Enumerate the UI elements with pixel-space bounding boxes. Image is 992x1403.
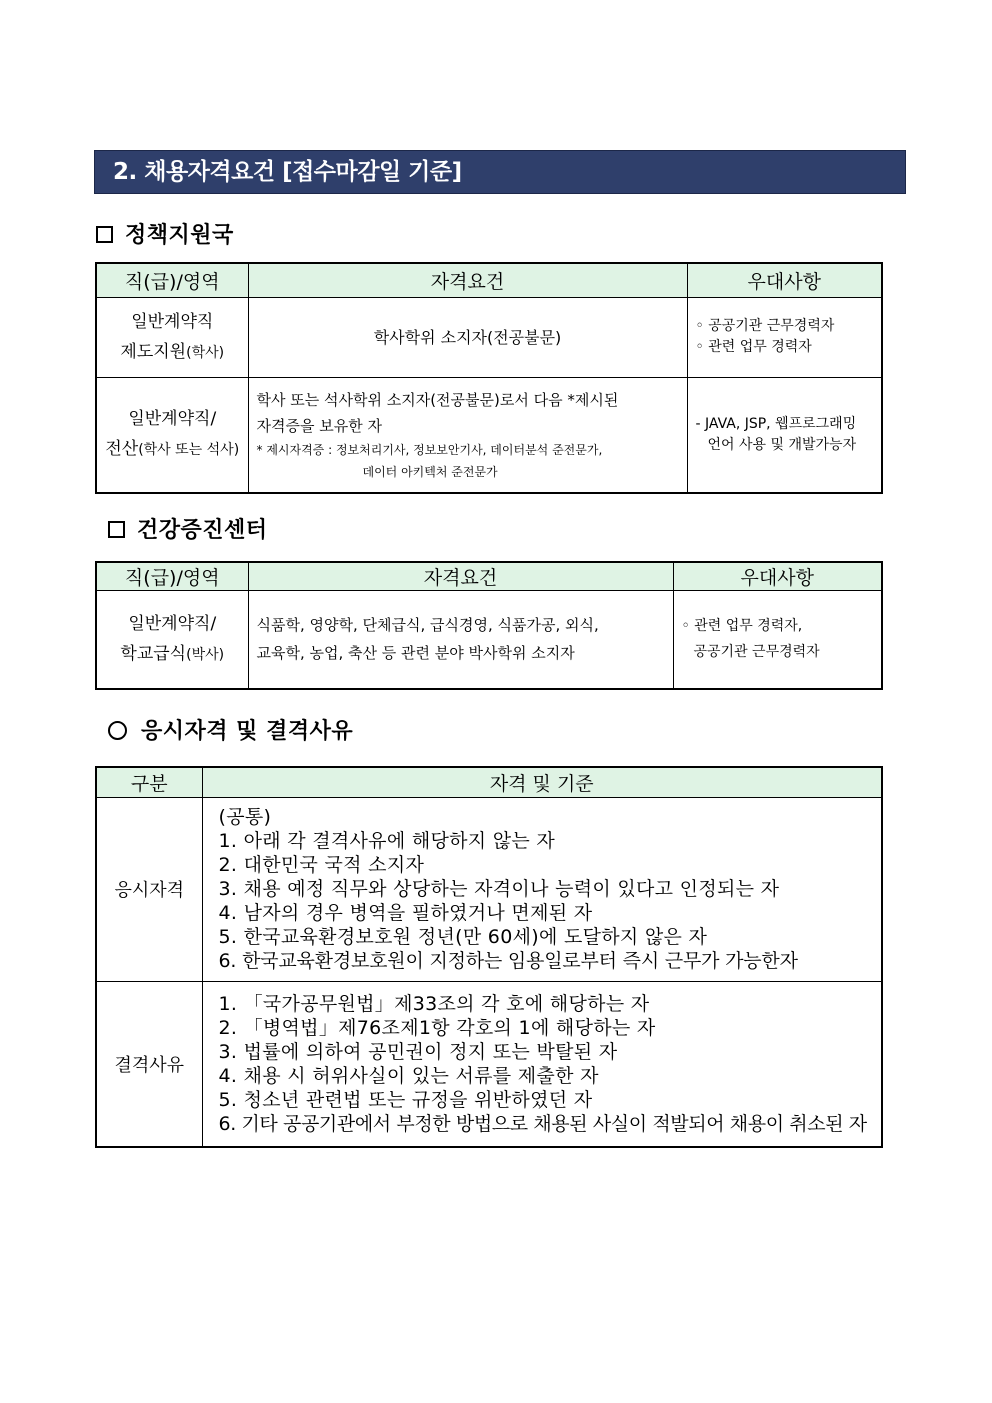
requirement-cell: 학사 또는 석사학위 소지자(전공불문)로서 다음 *제시된 자격증을 보유한 자 * 제시자격증 : 정보처리기사, 정보보안기사, 데이터분석 준전문가, 데이터 아키텍처 준전문가 [248, 377, 687, 493]
header-category: 구분 [96, 767, 202, 797]
eligibility-heading-text: 응시자격 및 결격사유 [141, 718, 354, 744]
health-heading [108, 513, 268, 544]
header-criteria: 자격 및 기준 [202, 767, 882, 797]
header-requirement: 자격요건 [248, 562, 673, 591]
table-header-row [96, 562, 882, 591]
position-cell: 일반계약직 제도지원(학사) [96, 297, 248, 377]
list-item: 4. 남자의 경우 병역을 필하였거나 면제된 자 [218, 902, 593, 924]
list-item: 5. 한국교육환경보호원 정년(만 60세)에 도달하지 않은 자 [218, 926, 708, 948]
criteria-cell [202, 797, 882, 981]
table-row [96, 591, 882, 689]
header-preference: 우대사항 [687, 263, 882, 297]
list-item: 5. 청소년 관련법 또는 규정을 위반하였던 자 [218, 1088, 593, 1111]
list-item: 1. 아래 각 결격사유에 해당하지 않는 자 [218, 830, 556, 852]
table-row [96, 297, 882, 377]
list-item: 6. 기타 공공기관에서 부정한 방법으로 채용된 사실이 적발되어 채용이 취소된 자 [218, 1112, 867, 1135]
health-heading-text: 건강증진센터 [137, 517, 268, 543]
section-title: 2. 채용자격요건 [접수마감일 기준] [94, 150, 906, 194]
health-table [95, 561, 883, 690]
list-item: 6. 한국교육환경보호원이 지정하는 임용일로부터 즉시 근무가 가능한자 [218, 950, 798, 972]
list-item: 3. 법률에 의하여 공민권이 정지 또는 박탈된 자 [218, 1040, 618, 1063]
preference-cell: ◦ 공공기관 근무경력자 ◦ 관련 업무 경력자 [687, 297, 882, 377]
table-row [96, 797, 882, 981]
list-item: 3. 채용 예정 직무와 상당하는 자격이나 능력이 있다고 인정되는 자 [218, 878, 780, 900]
header-preference: 우대사항 [673, 562, 882, 591]
square-bullet-icon [96, 226, 113, 243]
table-row [96, 377, 882, 493]
table-row [96, 981, 882, 1147]
table-header-row [96, 767, 882, 797]
category-cell: 결격사유 [96, 981, 202, 1147]
header-position: 직(급)/영역 [96, 562, 248, 591]
square-bullet-icon [108, 521, 125, 538]
list-item: 2. 「병역법」제76조제1항 각호의 1에 해당하는 자 [218, 1016, 656, 1039]
policy-table [95, 262, 883, 494]
list-item: 2. 대한민국 국적 소지자 [218, 854, 425, 876]
policy-heading-text: 정책지원국 [125, 222, 234, 248]
category-cell: 응시자격 [96, 797, 202, 981]
requirement-cell: 식품학, 영양학, 단체급식, 급식경영, 식품가공, 외식, 교육학, 농업, 축산 등 관련 분야 박사학위 소지자 [248, 591, 673, 689]
policy-heading [96, 218, 234, 249]
table-header-row [96, 263, 882, 297]
position-cell: 일반계약직/ 학교급식(박사) [96, 591, 248, 689]
header-position: 직(급)/영역 [96, 263, 248, 297]
criteria-cell [202, 981, 882, 1147]
eligibility-heading [108, 714, 353, 745]
requirement-cell: 학사학위 소지자(전공불문) [248, 297, 687, 377]
list-item: (공통) [218, 806, 272, 828]
circle-bullet-icon [108, 721, 127, 740]
preference-cell: - JAVA, JSP, 웹프로그래밍 언어 사용 및 개발가능자 [687, 377, 882, 493]
header-requirement: 자격요건 [248, 263, 687, 297]
eligibility-table [95, 766, 883, 1148]
list-item: 1. 「국가공무원법」제33조의 각 호에 해당하는 자 [218, 992, 650, 1015]
preference-cell: ◦ 관련 업무 경력자, 공공기관 근무경력자 [673, 591, 882, 689]
position-cell: 일반계약직/ 전산(학사 또는 석사) [96, 377, 248, 493]
list-item: 4. 채용 시 허위사실이 있는 서류를 제출한 자 [218, 1064, 599, 1087]
